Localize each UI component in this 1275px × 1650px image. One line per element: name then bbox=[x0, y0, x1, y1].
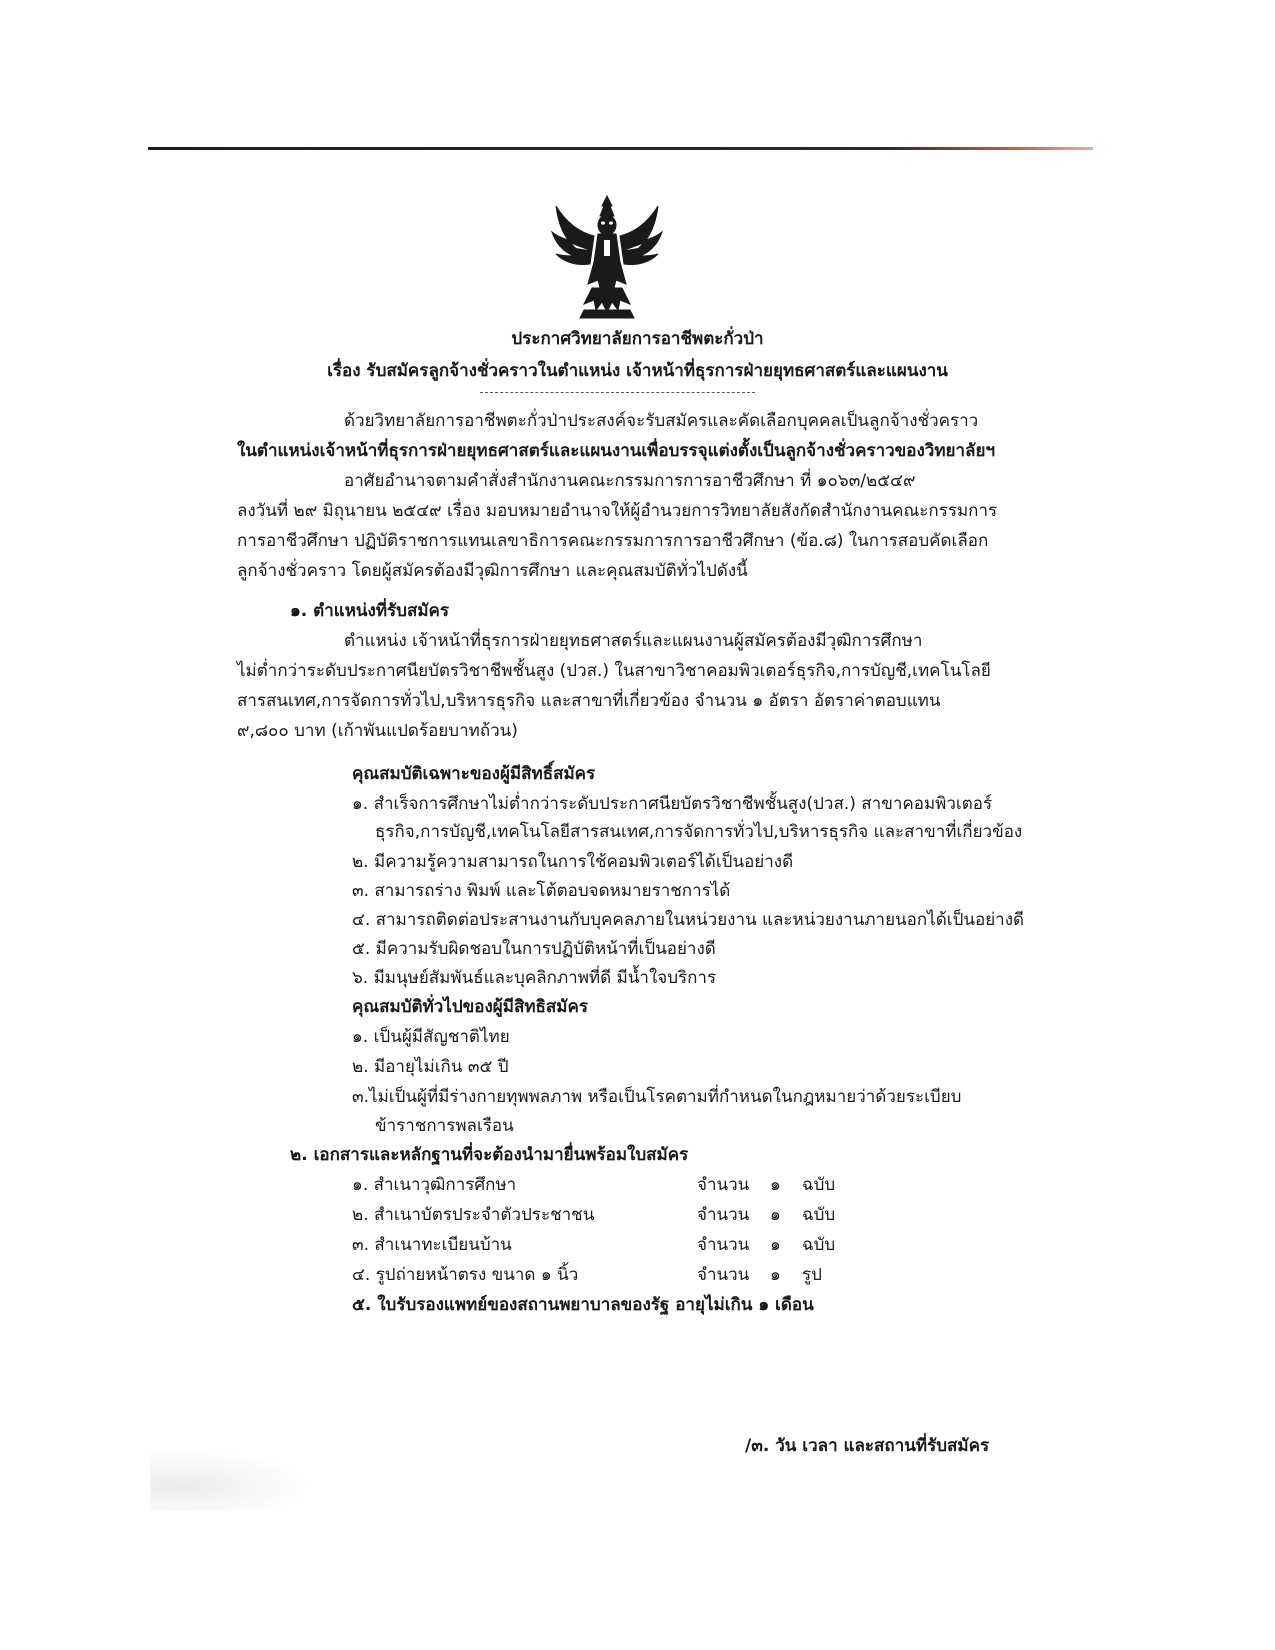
section1-line: ๙,๘๐๐ บาท (เก้าพันแปดร้อยบาทถ้วน) bbox=[237, 721, 518, 741]
document-qty: ๑ bbox=[770, 1175, 781, 1195]
document-qty: ๑ bbox=[770, 1235, 781, 1255]
document-count-label: จำนวน bbox=[697, 1205, 750, 1225]
document-count-label: จำนวน bbox=[697, 1235, 750, 1255]
document-qty: ๑ bbox=[770, 1205, 781, 1225]
continuation-note: /๓. วัน เวลา และสถานที่รับสมัคร bbox=[745, 1436, 990, 1456]
specific-heading: คุณสมบัติเฉพาะของผู้มีสิทธิ์สมัคร bbox=[352, 764, 596, 784]
document-unit: ฉบับ bbox=[802, 1175, 836, 1195]
general-heading: คุณสมบัติทั่วไปของผู้มีสิทธิสมัคร bbox=[352, 997, 588, 1017]
intro-line: ลูกจ้างชั่วคราว โดยผู้สมัครต้องมีวุฒิการศึกษา และคุณสมบัติทั่วไปดังนี้ bbox=[237, 561, 748, 581]
intro-line: ในตำแหน่งเจ้าหน้าที่ธุรการฝ่ายยุทธศาสตร์และแผนงานเพื่อบรรจุแต่งตั้งเป็นลูกจ้างชั่วคราวของวิทยาลัยฯ bbox=[237, 441, 995, 461]
section1-line: สารสนเทศ,การจัดการทั่วไป,บริหารธุรกิจ และสาขาที่เกี่ยวข้อง จำนวน ๑ อัตรา อัตราค่าตอบแทน bbox=[237, 691, 941, 711]
document-count-label: จำนวน bbox=[697, 1265, 750, 1285]
specific-item: ๔. สามารถติดต่อประสานงานกับบุคคลภายในหน่วยงาน และหน่วยงานภายนอกได้เป็นอย่างดี bbox=[352, 910, 1025, 930]
section1-heading: ๑. ตำแหน่งที่รับสมัคร bbox=[290, 601, 450, 621]
intro-line: อาศัยอำนาจตามคำสั่งสำนักงานคณะกรรมการการอาชีวศึกษา ที่ ๑๐๖๓/๒๕๔๙ bbox=[344, 471, 916, 491]
intro-line: ลงวันที่ ๒๙ มิถุนายน ๒๕๔๙ เรื่อง มอบหมายอำนาจให้ผู้อำนวยการวิทยาลัยสังกัดสำนักงานคณะกรรมการ bbox=[237, 501, 998, 521]
specific-item: ๓. สามารถร่าง พิมพ์ และโต้ตอบจดหมายราชการได้ bbox=[352, 881, 731, 901]
specific-item: ๖. มีมนุษย์สัมพันธ์และบุคลิกภาพที่ดี มีน้ำใจบริการ bbox=[352, 968, 717, 988]
document-count-label: จำนวน bbox=[697, 1175, 750, 1195]
specific-item: ธุรกิจ,การบัญชี,เทคโนโลยีสารสนเทศ,การจัดการทั่วไป,บริหารธุรกิจ และสาขาที่เกี่ยวข้อง bbox=[375, 822, 1023, 842]
document-name: ๔. รูปถ่ายหน้าตรง ขนาด ๑ นิ้ว bbox=[352, 1265, 579, 1285]
document-name: ๒. สำเนาบัตรประจำตัวประชาชน bbox=[352, 1205, 595, 1225]
specific-item: ๑. สำเร็จการศึกษาไม่ต่ำกว่าระดับประกาศนียบัตรวิชาชีพชั้นสูง(ปวส.) สาขาคอมพิวเตอร์ bbox=[352, 794, 993, 814]
intro-line: การอาชีวศึกษา ปฏิบัติราชการแทนเลขาธิการคณะกรรมการการอาชีวศึกษา (ข้อ.๘) ในการสอบคัดเลือก bbox=[237, 531, 989, 551]
scan-smudge bbox=[150, 1450, 310, 1510]
general-item: ๒. มีอายุไม่เกิน ๓๕ ปี bbox=[352, 1057, 509, 1077]
section2-heading: ๒. เอกสารและหลักฐานที่จะต้องนำมายื่นพร้อมใบสมัคร bbox=[290, 1145, 689, 1165]
document-name: ๑. สำเนาวุฒิการศึกษา bbox=[352, 1175, 517, 1195]
top-rule bbox=[148, 147, 1093, 150]
general-item: ๓.ไม่เป็นผู้ที่มีร่างกายทุพพลภาพ หรือเป็นโรคตามที่กำหนดในกฎหมายว่าด้วยระเบียบ bbox=[352, 1087, 962, 1107]
specific-item: ๕. มีความรับผิดชอบในการปฏิบัติหน้าที่เป็นอย่างดี bbox=[352, 939, 716, 959]
specific-item: ๒. มีความรู้ความสามารถในการใช้คอมพิวเตอร์ได้เป็นอย่างดี bbox=[352, 852, 794, 872]
document-qty: ๑ bbox=[770, 1265, 781, 1285]
announcement-title: ประกาศวิทยาลัยการอาชีพตะกั่วป่า bbox=[511, 329, 764, 349]
document-name: ๓. สำเนาทะเบียนบ้าน bbox=[352, 1235, 512, 1255]
document-unit: รูป bbox=[802, 1265, 822, 1285]
general-item: ๑. เป็นผู้มีสัญชาติไทย bbox=[352, 1027, 510, 1047]
general-item: ข้าราชการพลเรือน bbox=[375, 1116, 514, 1136]
document-unit: ฉบับ bbox=[802, 1205, 836, 1225]
garuda-emblem-icon bbox=[548, 192, 666, 322]
document-row-last: ๕. ใบรับรองแพทย์ของสถานพยาบาลของรัฐ อายุไม่เกิน ๑ เดือน bbox=[352, 1295, 814, 1315]
section1-line: ตำแหน่ง เจ้าหน้าที่ธุรการฝ่ายยุทธศาสตร์และแผนงานผู้สมัครต้องมีวุฒิการศึกษา bbox=[344, 631, 923, 651]
announcement-subject: เรื่อง รับสมัครลูกจ้างชั่วคราวในตำแหน่ง เจ้าหน้าที่ธุรการฝ่ายยุทธศาสตร์และแผนงาน bbox=[327, 361, 948, 381]
document-unit: ฉบับ bbox=[802, 1235, 836, 1255]
intro-line: ด้วยวิทยาลัยการอาชีพตะกั่วป่าประสงค์จะรับสมัครและคัดเลือกบุคคลเป็นลูกจ้างชั่วคราว bbox=[344, 411, 979, 431]
title-separator bbox=[480, 392, 755, 393]
section1-line: ไม่ต่ำกว่าระดับประกาศนียบัตรวิชาชีพชั้นสูง (ปวส.) ในสาขาวิชาคอมพิวเตอร์ธุรกิจ,การบัญชี,เทคโนโลยี bbox=[237, 661, 991, 681]
